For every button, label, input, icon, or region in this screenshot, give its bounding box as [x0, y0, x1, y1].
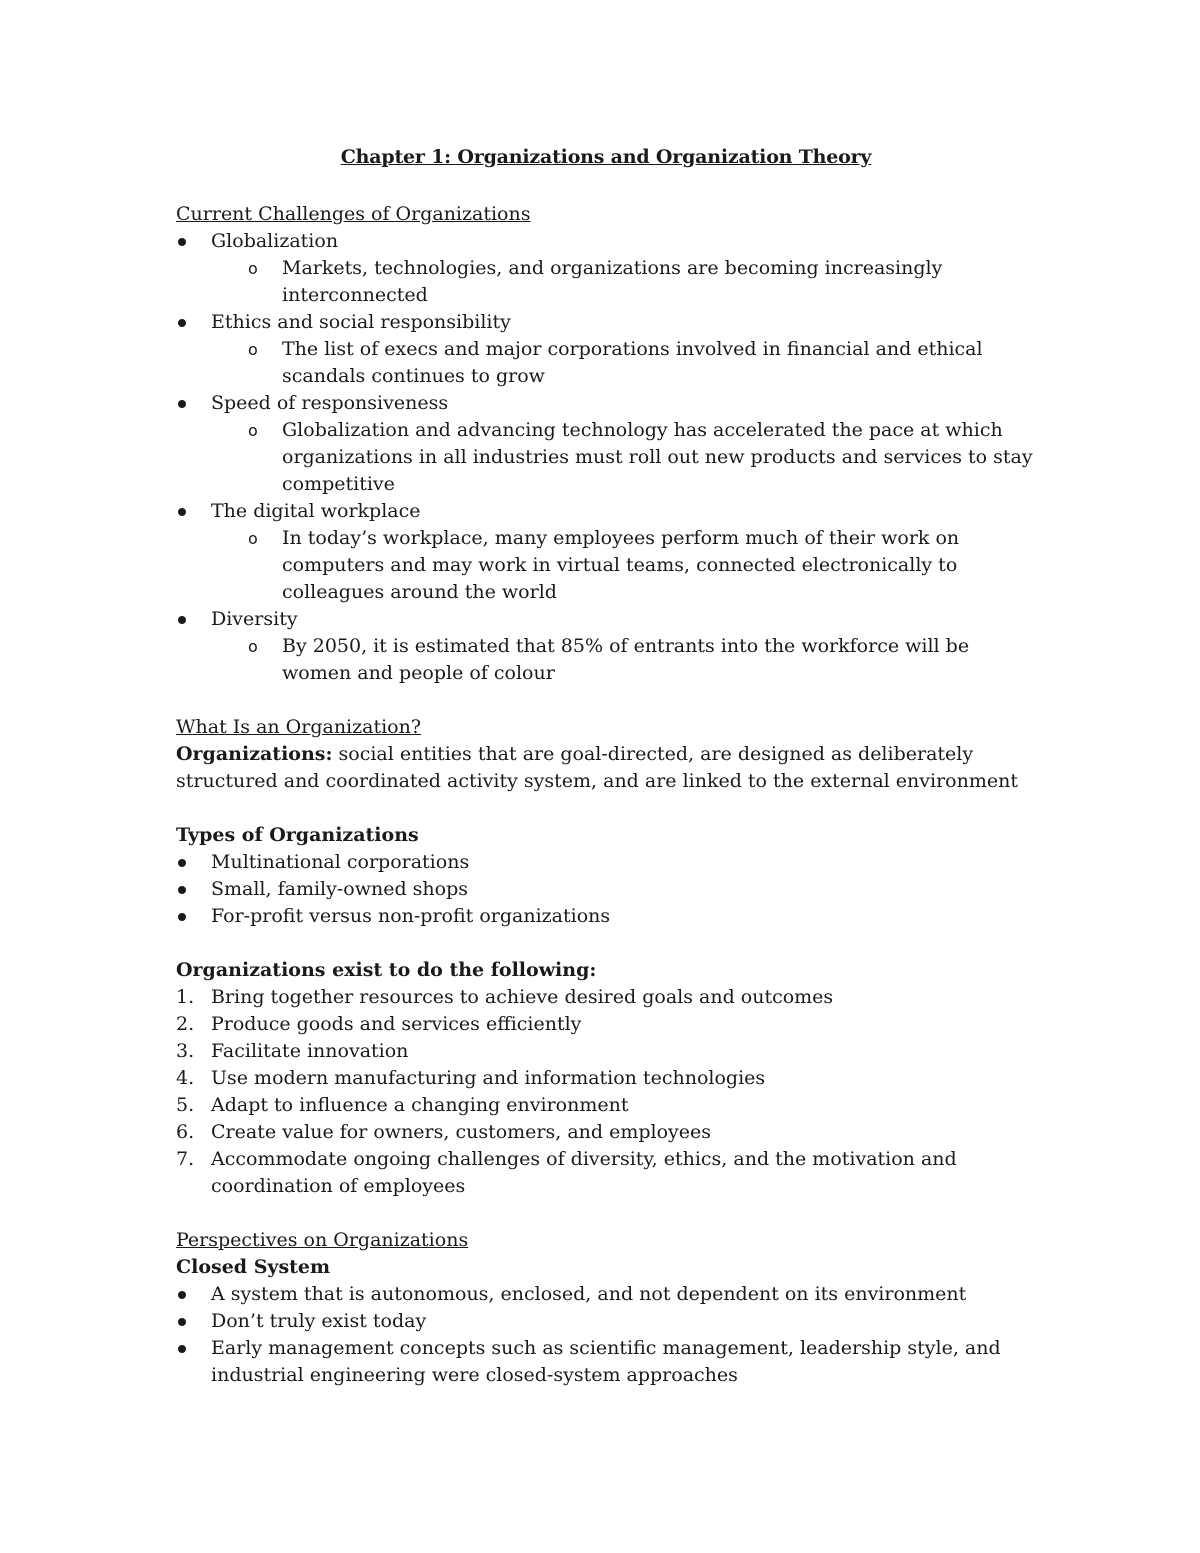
list-item: A system that is autonomous, enclosed, and not dependent on its environment — [176, 1281, 1036, 1308]
page-title: Chapter 1: Organizations and Organization Theory — [340, 146, 872, 168]
item-text: Facilitate innovation — [211, 1040, 409, 1062]
sub-list-item: o In today’s workplace, many employees perform much of their work on computers and may work in virtual teams, connected electronically to colleagues around the world — [176, 525, 1036, 606]
challenges-list — [176, 228, 1036, 687]
types-list — [176, 849, 1036, 930]
exist-list — [176, 984, 1036, 1200]
list-item: For-profit versus non-profit organizations — [176, 903, 1036, 930]
item-text: Accommodate ongoing challenges of diversity, ethics, and the motivation and coordination of employees — [211, 1148, 957, 1197]
sub-list-item: o Globalization and advancing technology has accelerated the pace at which organizations in all industries must roll out new products and services to stay competitive — [176, 417, 1036, 498]
definition-text: social entities that are goal-directed, are designed as deliberately structured and coordinated activity system, and are linked to the external environment — [176, 743, 1018, 792]
closed-system-list — [176, 1281, 1036, 1389]
numbered-item — [176, 1146, 1036, 1200]
item-number: 2. — [176, 1013, 195, 1035]
item-text: Bring together resources to achieve desired goals and outcomes — [211, 986, 834, 1008]
list-item: Speed of responsiveness — [176, 390, 1036, 417]
list-item: Globalization — [176, 228, 1036, 255]
definition-term: Organizations: — [176, 743, 333, 765]
item-text: Produce goods and services efficiently — [211, 1013, 582, 1035]
item-number: 6. — [176, 1121, 195, 1143]
numbered-item — [176, 1119, 1036, 1146]
challenges-heading: Current Challenges of Organizations — [176, 203, 531, 225]
sub-list-item: o Markets, technologies, and organizations are becoming increasingly interconnected — [176, 255, 1036, 309]
exist-heading: Organizations exist to do the following: — [176, 959, 597, 981]
list-item: Early management concepts such as scientific management, leadership style, and industrial engineering were closed-system approaches — [176, 1335, 1036, 1389]
numbered-item — [176, 1038, 1036, 1065]
organization-definition — [176, 741, 1036, 795]
item-text: Use modern manufacturing and information technologies — [211, 1067, 766, 1089]
numbered-item — [176, 1011, 1036, 1038]
types-heading: Types of Organizations — [176, 824, 419, 846]
item-number: 4. — [176, 1067, 195, 1089]
numbered-item — [176, 984, 1036, 1011]
closed-system-heading: Closed System — [176, 1256, 331, 1278]
numbered-item — [176, 1065, 1036, 1092]
item-number: 3. — [176, 1040, 195, 1062]
sub-list-item: o The list of execs and major corporations involved in financial and ethical scandals continues to grow — [176, 336, 1036, 390]
list-item: Small, family-owned shops — [176, 876, 1036, 903]
list-item: Diversity — [176, 606, 1036, 633]
item-text: Adapt to influence a changing environment — [211, 1094, 629, 1116]
numbered-item — [176, 1092, 1036, 1119]
perspectives-heading: Perspectives on Organizations — [176, 1229, 469, 1251]
sub-list-item: o By 2050, it is estimated that 85% of entrants into the workforce will be women and people of colour — [176, 633, 1036, 687]
item-number: 7. — [176, 1148, 195, 1170]
list-item: Ethics and social responsibility — [176, 309, 1036, 336]
what-is-heading: What Is an Organization? — [176, 716, 422, 738]
item-text: Create value for owners, customers, and employees — [211, 1121, 712, 1143]
item-number: 1. — [176, 986, 195, 1008]
list-item: Don’t truly exist today — [176, 1308, 1036, 1335]
item-number: 5. — [176, 1094, 195, 1116]
document-page — [176, 140, 1036, 1389]
list-item: Multinational corporations — [176, 849, 1036, 876]
list-item: The digital workplace — [176, 498, 1036, 525]
